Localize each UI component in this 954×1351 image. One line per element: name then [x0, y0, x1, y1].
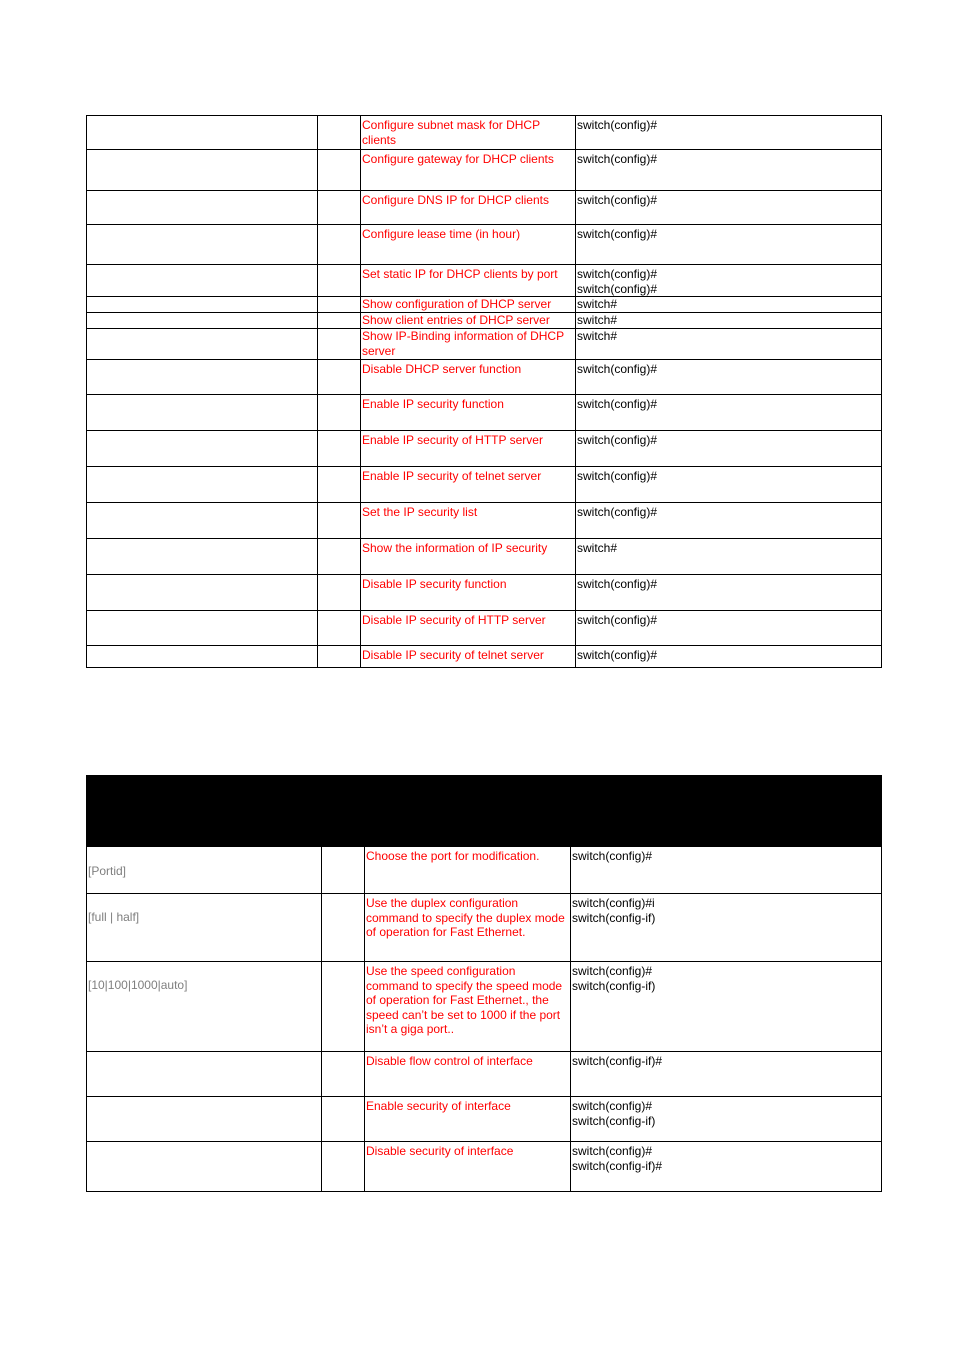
param-cell — [318, 191, 361, 225]
description-cell: Show configuration of DHCP server — [361, 297, 576, 313]
mode-cell — [571, 1052, 882, 1097]
mode-line: switch# — [577, 541, 618, 556]
parameter-cell — [87, 1097, 322, 1142]
table-row — [87, 1142, 882, 1192]
description-cell: Configure DNS IP for DHCP clients — [361, 191, 576, 225]
param-cell — [318, 313, 361, 329]
mode-cell — [576, 116, 882, 150]
param-cell — [318, 360, 361, 395]
param-cell — [318, 116, 361, 150]
param-cell — [318, 431, 361, 467]
mode-cell — [571, 962, 882, 1052]
command-cell — [87, 431, 318, 467]
mode-line: switch(config-if) — [572, 1113, 656, 1128]
param-cell — [318, 539, 361, 575]
table-row — [87, 1097, 882, 1142]
spacer-cell — [322, 894, 365, 962]
mode-cell — [571, 1097, 882, 1142]
mode-line: switch(config)# — [572, 849, 653, 863]
description-cell: Enable IP security of telnet server — [361, 467, 576, 503]
command-cell — [87, 329, 318, 360]
param-cell — [318, 503, 361, 539]
description-cell: Disable IP security of HTTP server — [361, 611, 576, 646]
param-cell — [318, 150, 361, 191]
mode-cell — [576, 297, 882, 313]
mode-line: switch(config)# — [577, 613, 658, 628]
mode-cell — [576, 431, 882, 467]
param-cell — [318, 467, 361, 503]
table-row — [87, 431, 882, 467]
command-cell — [87, 313, 318, 329]
mode-cell — [576, 611, 882, 646]
param-cell — [318, 611, 361, 646]
command-cell — [87, 360, 318, 395]
command-cell — [87, 191, 318, 225]
table-row — [87, 539, 882, 575]
spacer-cell — [322, 1097, 365, 1142]
mode-line: switch(config)#i — [572, 896, 655, 910]
description-cell: Enable IP security function — [361, 395, 576, 431]
mode-line: switch(config)# — [572, 1099, 653, 1113]
table-row — [87, 575, 882, 611]
command-cell — [87, 646, 318, 668]
table-row — [87, 611, 882, 646]
interface-command-table — [86, 775, 882, 1192]
table-row — [87, 360, 882, 395]
mode-cell — [576, 313, 882, 329]
table-row — [87, 395, 882, 431]
mode-cell — [576, 575, 882, 611]
mode-cell — [576, 395, 882, 431]
command-cell — [87, 116, 318, 150]
description-cell: Show the information of IP security — [361, 539, 576, 575]
header-row-columns — [87, 811, 882, 847]
mode-line: switch(config)# — [577, 648, 658, 663]
command-cell — [87, 611, 318, 646]
parameter-cell: [10|100|1000|auto] — [87, 962, 322, 1052]
description-cell: Enable IP security of HTTP server — [361, 431, 576, 467]
mode-line: switch(config)# — [577, 227, 658, 241]
command-cell — [87, 467, 318, 503]
mode-cell — [576, 539, 882, 575]
command-cell — [87, 575, 318, 611]
description-cell: Disable security of interface — [365, 1142, 571, 1192]
mode-cell — [576, 467, 882, 503]
table-row — [87, 847, 882, 894]
mode-line: switch(config)# — [577, 267, 658, 281]
mode-cell — [576, 503, 882, 539]
table-row — [87, 313, 882, 329]
table2-header — [87, 776, 882, 847]
mode-cell — [576, 646, 882, 668]
command-cell — [87, 150, 318, 191]
description-cell: Disable DHCP server function — [361, 360, 576, 395]
mode-line: switch(config)# — [577, 577, 658, 592]
table-row — [87, 962, 882, 1052]
mode-line: switch# — [577, 297, 618, 312]
mode-cell — [571, 847, 882, 894]
table-row — [87, 191, 882, 225]
table-row — [87, 265, 882, 297]
header-band — [87, 776, 882, 811]
command-cell — [87, 503, 318, 539]
mode-cell — [571, 894, 882, 962]
table1-body — [87, 116, 882, 668]
mode-line: switch(config-if)# — [572, 1054, 663, 1068]
spacer-cell — [322, 1052, 365, 1097]
param-cell — [318, 395, 361, 431]
mode-line: switch(config-if)# — [572, 1158, 663, 1173]
mode-line: switch(config)# — [572, 1144, 653, 1158]
header-row-top — [87, 776, 882, 811]
mode-line: switch(config)# — [577, 397, 658, 412]
table-row — [87, 150, 882, 191]
table-row — [87, 1052, 882, 1097]
param-cell — [318, 265, 361, 297]
parameter-cell — [87, 1142, 322, 1192]
param-cell — [318, 575, 361, 611]
mode-line: switch(config-if) — [572, 910, 656, 925]
parameter-cell — [87, 1052, 322, 1097]
spacer-cell — [322, 962, 365, 1052]
mode-line: switch(config-if) — [572, 978, 656, 993]
description-cell: Show IP-Binding information of DHCP server — [361, 329, 576, 360]
spacer-cell — [322, 1142, 365, 1192]
description-cell: Disable flow control of interface — [365, 1052, 571, 1097]
table-row — [87, 116, 882, 150]
param-cell — [318, 297, 361, 313]
mode-cell — [576, 360, 882, 395]
command-cell — [87, 225, 318, 265]
table2-body — [87, 847, 882, 1192]
description-cell: Choose the port for modification. — [365, 847, 571, 894]
description-cell: Disable IP security function — [361, 575, 576, 611]
mode-line: switch# — [577, 329, 618, 344]
table-row — [87, 467, 882, 503]
param-cell — [318, 225, 361, 265]
table-row — [87, 646, 882, 668]
mode-line: switch# — [577, 313, 618, 328]
param-cell — [318, 646, 361, 668]
mode-cell — [576, 329, 882, 360]
mode-line: switch(config)# — [572, 964, 653, 978]
mode-cell — [576, 191, 882, 225]
spacer-cell — [322, 847, 365, 894]
description-cell: Show client entries of DHCP server — [361, 313, 576, 329]
table-row — [87, 329, 882, 360]
param-cell — [318, 329, 361, 360]
mode-cell — [571, 1142, 882, 1192]
description-cell: Set static IP for DHCP clients by port — [361, 265, 576, 297]
mode-line: switch(config)# — [577, 433, 658, 448]
table-row — [87, 297, 882, 313]
parameter-cell: [full | half] — [87, 894, 322, 962]
header-cell — [87, 811, 322, 847]
table-row — [87, 503, 882, 539]
mode-line: switch(config)# — [577, 362, 658, 377]
header-cell — [322, 811, 882, 847]
dhcp-ip-security-table — [86, 115, 882, 668]
description-cell: Configure gateway for DHCP clients — [361, 150, 576, 191]
command-cell — [87, 539, 318, 575]
description-cell: Use the speed configuration command to specify the speed mode of operation for Fast Ethernet., the speed can’t be set to 1000 if the port isn’t a giga port.. — [365, 962, 571, 1052]
command-cell — [87, 265, 318, 297]
description-cell: Use the duplex configuration command to specify the duplex mode of operation for Fast Ethernet. — [365, 894, 571, 962]
description-cell: Set the IP security list — [361, 503, 576, 539]
table-row — [87, 225, 882, 265]
description-cell: Enable security of interface — [365, 1097, 571, 1142]
mode-line: switch(config)# — [577, 118, 658, 132]
mode-cell — [576, 150, 882, 191]
mode-cell — [576, 225, 882, 265]
mode-line: switch(config)# — [577, 505, 658, 520]
description-cell: Disable IP security of telnet server — [361, 646, 576, 668]
table-row — [87, 894, 882, 962]
command-cell — [87, 395, 318, 431]
parameter-cell: [Portid] — [87, 847, 322, 894]
mode-line: switch(config)# — [577, 281, 658, 296]
mode-cell — [576, 265, 882, 297]
mode-line: switch(config)# — [577, 193, 658, 207]
description-cell: Configure subnet mask for DHCP clients — [361, 116, 576, 150]
description-cell: Configure lease time (in hour) — [361, 225, 576, 265]
mode-line: switch(config)# — [577, 152, 658, 166]
mode-line: switch(config)# — [577, 469, 658, 484]
command-cell — [87, 297, 318, 313]
